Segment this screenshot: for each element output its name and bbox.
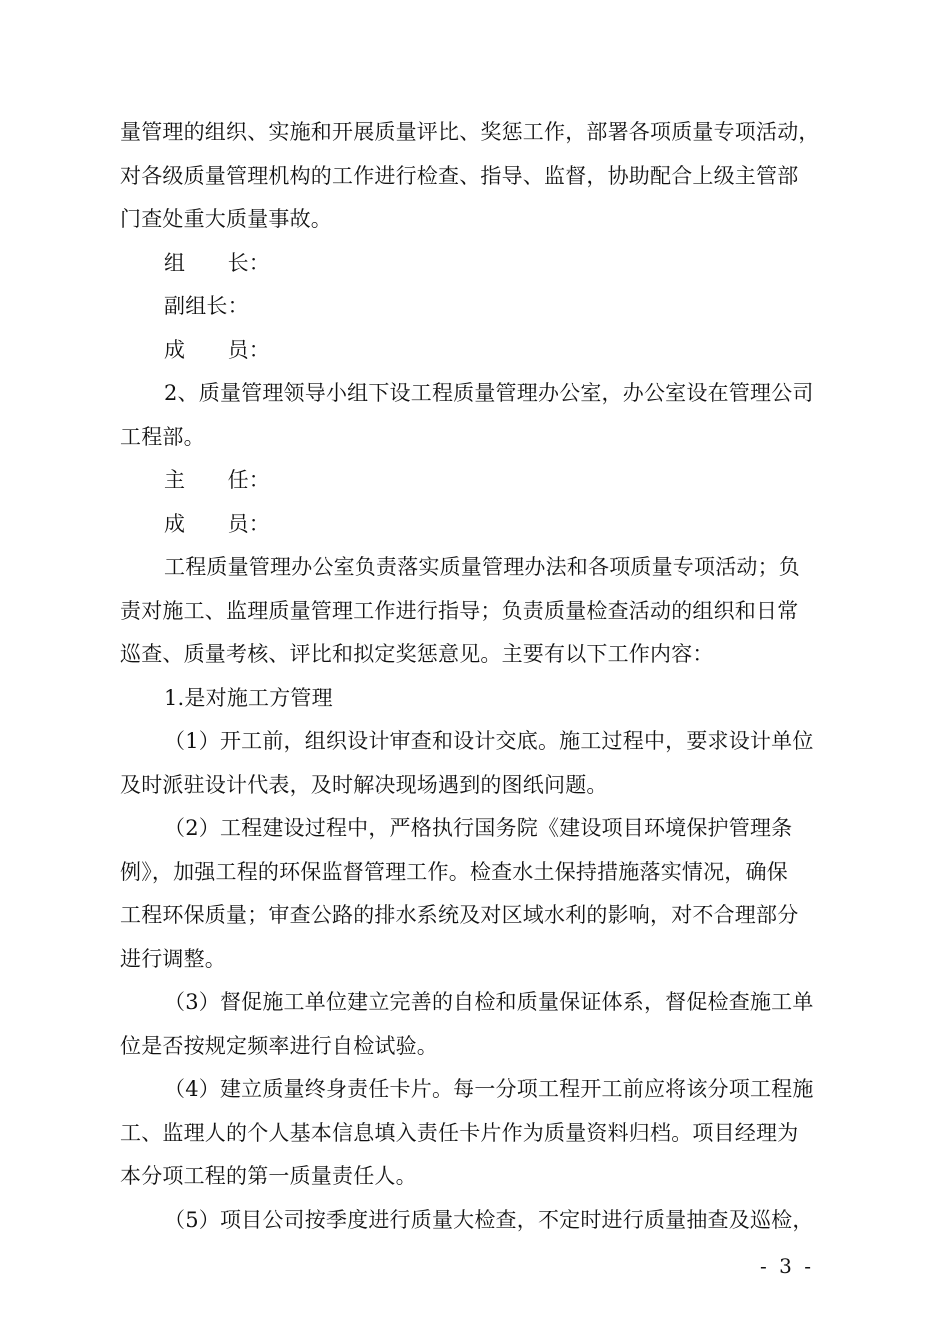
text-line: 及时派驻设计代表，及时解决现场遇到的图纸问题。 — [120, 772, 608, 797]
text-line: 2、质量管理领导小组下设工程质量管理办公室，办公室设在管理公司 — [164, 381, 814, 405]
members-label: 成 员： — [164, 511, 270, 536]
text-line: 例》，加强工程的环保监督管理工作。检查水土保持措施落实情况，确保 — [120, 859, 788, 884]
text-line: （5）项目公司按季度进行质量大检查，不定时进行质量抽查及巡检， — [164, 1207, 814, 1232]
text-line: 位是否按规定频率进行自检试验。 — [120, 1033, 438, 1058]
members-label: 成 员： — [164, 337, 270, 362]
text-line: 巡查、质量考核、评比和拟定奖惩意见。主要有以下工作内容： — [120, 642, 714, 666]
text-line: 工程环保质量；审查公路的排水系统及对区域水利的影响，对不合理部分 — [120, 903, 799, 927]
text-line: （3）督促施工单位建立完善的自检和质量保证体系，督促检查施工单 — [164, 990, 814, 1014]
text-line: 工程部。 — [120, 424, 205, 449]
deputy-leader-label: 副组长： — [164, 294, 249, 318]
text-line: （2）工程建设过程中，严格执行国务院《建设项目环境保护管理条 — [164, 816, 793, 840]
text-line: 进行调整。 — [120, 946, 226, 971]
section-heading: 1.是对施工方管理 — [164, 685, 333, 710]
group-leader-label: 组 长： — [164, 250, 270, 275]
text-line: 量管理的组织、实施和开展质量评比、奖惩工作，部署各项质量专项活动， — [120, 120, 820, 144]
page-number: - 3 - — [760, 1254, 814, 1278]
text-line: （4）建立质量终身责任卡片。每一分项工程开工前应将该分项工程施 — [164, 1077, 814, 1101]
text-line: 本分项工程的第一质量责任人。 — [120, 1164, 417, 1188]
document-body — [120, 111, 846, 1242]
text-line: 门查处重大质量事故。 — [120, 207, 332, 231]
text-line: 工程质量管理办公室负责落实质量管理办法和各项质量专项活动；负 — [164, 555, 800, 579]
director-label: 主 任： — [164, 468, 270, 492]
text-line: （1）开工前，组织设计审查和设计交底。施工过程中，要求设计单位 — [164, 729, 814, 753]
text-line: 对各级质量管理机构的工作进行检查、指导、监督，协助配合上级主管部 — [120, 163, 799, 188]
text-line: 工、监理人的个人基本信息填入责任卡片作为质量资料归档。项目经理为 — [120, 1120, 799, 1145]
text-line: 责对施工、监理质量管理工作进行指导；负责质量检查活动的组织和日常 — [120, 598, 799, 623]
